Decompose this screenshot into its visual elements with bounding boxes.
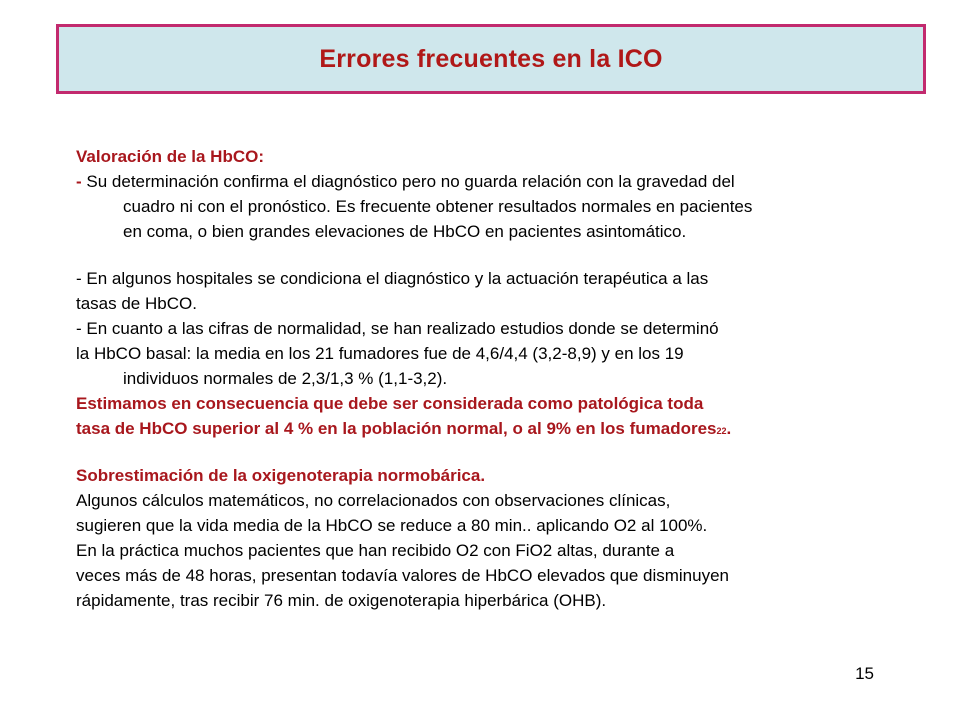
spacer: [76, 441, 926, 463]
paragraph-line: veces más de 48 horas, presentan todavía valores de HbCO elevados que disminuyen: [76, 566, 729, 585]
spacer: [76, 244, 926, 266]
slide-title: Errores frecuentes en la ICO: [319, 44, 663, 73]
paragraph-line: Algunos cálculos matemáticos, no correlacionados con observaciones clínicas,: [76, 491, 671, 510]
paragraph-line: sugieren que la vida media de la HbCO se reduce a 80 min.. aplicando O2 al 100%.: [76, 516, 708, 535]
reference-number: 22: [716, 426, 727, 436]
paragraph-line: cuadro ni con el pronóstico. Es frecuente obtener resultados normales en pacientes: [123, 197, 753, 216]
paragraph-line: la HbCO basal: la media en los 21 fumadores fue de 4,6/4,4 (3,2-8,9) y en los 19: [76, 344, 684, 363]
page-number: 15: [855, 664, 874, 683]
conclusion-text: tasa de HbCO superior al 4 % en la población normal, o al 9% en los fumadores: [76, 419, 717, 438]
paragraph-line: en coma, o bien grandes elevaciones de HbCO en pacientes asintomático.: [123, 222, 687, 241]
paragraph-line: - En cuanto a las cifras de normalidad, se han realizado estudios donde se determinó: [76, 319, 719, 338]
conclusion-line: Estimamos en consecuencia que debe ser considerada como patológica toda: [76, 394, 704, 413]
paragraph-line: - En algunos hospitales se condiciona el diagnóstico y la actuación terapéutica a las: [76, 269, 709, 288]
paragraph-line: [76, 169, 926, 194]
conclusion-period: .: [726, 419, 732, 438]
conclusion-line: [76, 416, 926, 441]
paragraph-line: En la práctica muchos pacientes que han recibido O2 con FiO2 altas, durante a: [76, 541, 675, 560]
title-banner: [56, 24, 926, 94]
paragraph-line: rápidamente, tras recibir 76 min. de oxigenoterapia hiperbárica (OHB).: [76, 591, 607, 610]
paragraph-line: tasas de HbCO.: [76, 294, 197, 313]
bullet-dash: -: [76, 172, 82, 191]
paragraph-text: Su determinación confirma el diagnóstico pero no guarda relación con la gravedad del: [81, 172, 735, 191]
section-heading-oxygen: Sobrestimación de la oxigenoterapia normobárica.: [76, 466, 486, 485]
paragraph-line: individuos normales de 2,3/1,3 % (1,1-3,2).: [123, 369, 448, 388]
section-heading-hbco: Valoración de la HbCO:: [76, 147, 264, 166]
slide-body: [76, 144, 926, 613]
